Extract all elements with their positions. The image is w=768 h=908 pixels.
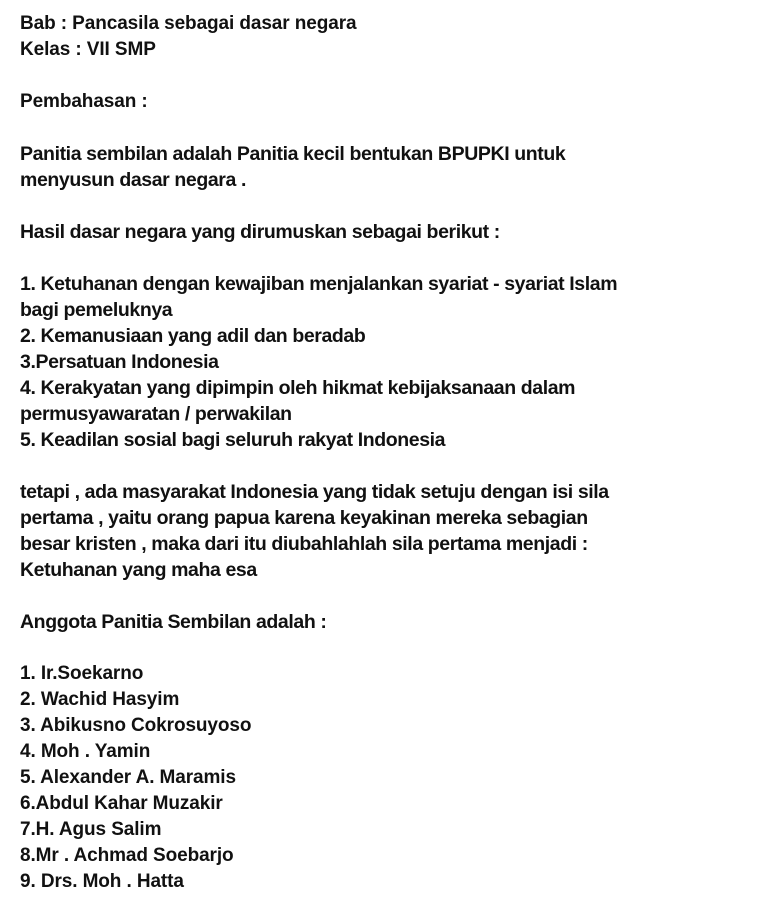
spacer [20,63,760,89]
spacer [20,245,760,271]
note-line-1: tetapi , ada masyarakat Indonesia yang tidak setuju dengan isi sila [20,481,609,503]
results-heading: Hasil dasar negara yang dirumuskan sebagai berikut : [20,221,500,243]
intro-line-1: Panitia sembilan adalah Panitia kecil bentukan BPUPKI untuk [20,143,566,165]
sila-line-4: 3.Persatuan Indonesia [20,351,219,373]
chapter-title: Bab : Pancasila sebagai dasar negara [20,13,357,34]
note-line-2: pertama , yaitu orang papua karena keyakinan mereka sebagian [20,507,588,529]
member-item: 3. Abikusno Cokrosuyoso [20,715,252,736]
sila-line-2: bagi pemeluknya [20,299,173,321]
sila-line-1: 1. Ketuhanan dengan kewajiban menjalankan syariat - syariat Islam [20,273,618,295]
member-item: 8.Mr . Achmad Soebarjo [20,845,234,866]
member-item: 4. Moh . Yamin [20,741,151,762]
member-item: 7.H. Agus Salim [20,819,162,840]
sila-line-5: 4. Kerakyatan yang dipimpin oleh hikmat kebijaksanaan dalam [20,377,576,399]
note-line-3: besar kristen , maka dari itu diubahlahlah sila pertama menjadi : [20,533,588,555]
member-item: 6.Abdul Kahar Muzakir [20,793,223,814]
member-item: 2. Wachid Hasyim [20,689,180,710]
spacer [20,193,760,219]
document-body [20,11,760,895]
spacer [20,453,760,479]
sila-line-6: permusyawaratan / perwakilan [20,403,292,425]
discussion-heading: Pembahasan : [20,91,148,112]
sila-line-7: 5. Keadilan sosial bagi seluruh rakyat Indonesia [20,429,446,451]
sila-line-3: 2. Kemanusiaan yang adil dan beradab [20,325,366,347]
member-item: 1. Ir.Soekarno [20,663,144,684]
members-heading: Anggota Panitia Sembilan adalah : [20,611,327,633]
spacer [20,635,760,661]
spacer [20,583,760,609]
intro-line-2: menyusun dasar negara . [20,169,246,191]
class-label: Kelas : VII SMP [20,39,156,60]
member-item: 5. Alexander A. Maramis [20,767,236,788]
member-item: 9. Drs. Moh . Hatta [20,871,184,892]
members-list [20,661,760,895]
note-line-4: Ketuhanan yang maha esa [20,559,257,581]
spacer [20,115,760,141]
